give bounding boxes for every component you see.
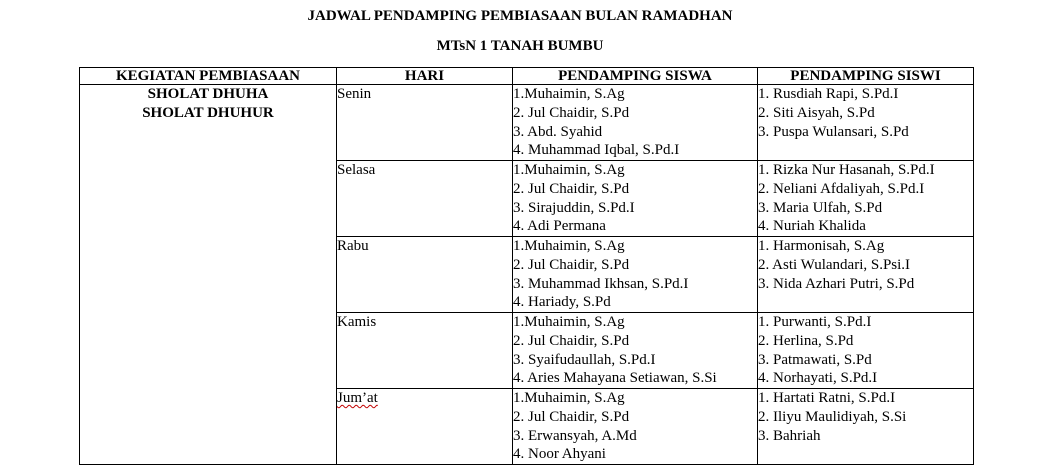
companion-male-cell	[513, 161, 758, 237]
companion-male-name: 2. Jul Chaidir, S.Pd	[513, 408, 630, 425]
activity-cell	[80, 85, 337, 465]
companion-female-name: 1. Rusdiah Rapi, S.Pd.I	[758, 86, 899, 102]
companion-male-name: 3. Sirajuddin, S.Pd.I	[513, 199, 635, 216]
companion-female-cell	[758, 313, 974, 389]
companion-male-name: 3. Syaifudaullah, S.Pd.I	[513, 351, 656, 368]
header-day: HARI	[337, 68, 513, 85]
companion-female-name: 2. Siti Aisyah, S.Pd	[758, 104, 875, 121]
companion-male-cell	[513, 389, 758, 465]
day-cell	[337, 313, 513, 389]
companion-male-name: 4. Aries Mahayana Setiawan, S.Si	[513, 370, 717, 387]
companion-female-name: 1. Hartati Ratni, S.Pd.I	[758, 390, 896, 406]
companion-female-name: 2. Neliani Afdaliyah, S.Pd.I	[758, 180, 925, 197]
companion-male-name: 2. Jul Chaidir, S.Pd	[513, 256, 630, 273]
companion-female-name: 1. Rizka Nur Hasanah, S.Pd.I	[758, 162, 935, 178]
header-companion-female: PENDAMPING SISWI	[758, 68, 974, 85]
companion-female-cell	[758, 389, 974, 465]
companion-male-name: 3. Erwansyah, A.Md	[513, 427, 637, 444]
companion-female-cell	[758, 85, 974, 161]
companion-female-name: 1. Harmonisah, S.Ag	[758, 238, 885, 254]
companion-male-name: 3. Muhammad Ikhsan, S.Pd.I	[513, 275, 689, 292]
day-label: Kamis	[337, 314, 377, 330]
day-label: Rabu	[337, 238, 369, 254]
companion-male-name: 3. Abd. Syahid	[513, 123, 603, 140]
document-subtitle: MTsN 1 TANAH BUMBU	[436, 38, 604, 54]
companion-female-name: 3. Maria Ulfah, S.Pd	[758, 199, 883, 216]
header-row	[80, 68, 974, 85]
day-label: Selasa	[337, 162, 376, 178]
companion-male-name: 1.Muhaimin, S.Ag	[513, 314, 625, 330]
companion-female-name: 1. Purwanti, S.Pd.I	[758, 314, 872, 330]
day-cell	[337, 85, 513, 161]
activity-label: SHOLAT DHUHA	[147, 86, 269, 102]
companion-male-cell	[513, 85, 758, 161]
companion-female-cell	[758, 237, 974, 313]
companion-female-cell	[758, 161, 974, 237]
companion-male-name: 2. Jul Chaidir, S.Pd	[513, 180, 630, 197]
day-label: Senin	[337, 86, 372, 102]
header-activity: KEGIATAN PEMBIASAAN	[80, 68, 337, 85]
day-cell	[337, 161, 513, 237]
activity-label: SHOLAT DHUHUR	[142, 105, 274, 121]
document-title: JADWAL PENDAMPING PEMBIASAAN BULAN RAMADHAN	[307, 8, 733, 24]
day-cell	[337, 389, 513, 465]
companion-female-name: 2. Herlina, S.Pd	[758, 332, 854, 349]
companion-male-name: 2. Jul Chaidir, S.Pd	[513, 104, 630, 121]
companion-female-name: 4. Norhayati, S.Pd.I	[758, 370, 878, 387]
companion-male-name: 4. Hariady, S.Pd	[513, 294, 611, 311]
companion-female-name: 3. Bahriah	[758, 427, 821, 444]
companion-male-name: 1.Muhaimin, S.Ag	[513, 390, 625, 406]
companion-male-name: 1.Muhaimin, S.Ag	[513, 238, 625, 254]
companion-male-name: 4. Noor Ahyani	[513, 446, 606, 463]
companion-male-name: 2. Jul Chaidir, S.Pd	[513, 332, 630, 349]
day-label: Jum’at	[337, 390, 378, 406]
companion-female-name: 2. Iliyu Maulidiyah, S.Si	[758, 408, 907, 425]
companion-female-name: 3. Puspa Wulansari, S.Pd	[758, 123, 909, 140]
companion-male-name: 1.Muhaimin, S.Ag	[513, 86, 625, 102]
companion-male-name: 4. Muhammad Iqbal, S.Pd.I	[513, 142, 680, 159]
companion-female-name: 4. Nuriah Khalida	[758, 218, 866, 235]
schedule-table	[79, 67, 974, 465]
companion-male-cell	[513, 313, 758, 389]
companion-female-name: 3. Nida Azhari Putri, S.Pd	[758, 275, 915, 292]
companion-male-cell	[513, 237, 758, 313]
header-companion-male: PENDAMPING SISWA	[513, 68, 758, 85]
companion-female-name: 3. Patmawati, S.Pd	[758, 351, 872, 368]
companion-male-name: 1.Muhaimin, S.Ag	[513, 162, 625, 178]
day-cell	[337, 237, 513, 313]
companion-male-name: 4. Adi Permana	[513, 218, 606, 235]
table-row	[80, 85, 974, 161]
companion-female-name: 2. Asti Wulandari, S.Psi.I	[758, 256, 911, 273]
